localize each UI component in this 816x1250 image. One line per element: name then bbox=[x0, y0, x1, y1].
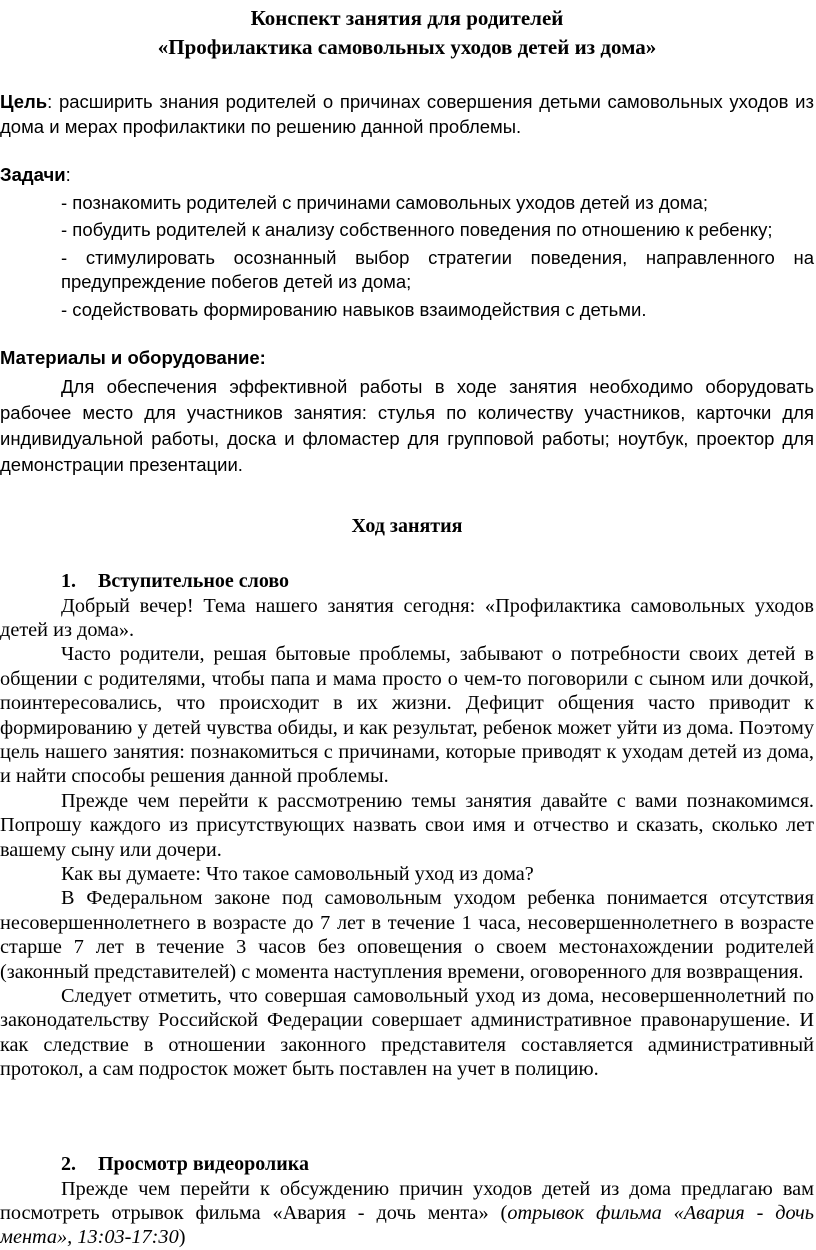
section-2-title: Просмотр видеоролика bbox=[98, 1152, 309, 1175]
section-1-heading bbox=[0, 569, 814, 594]
section-1-title: Вступительное слово bbox=[98, 569, 289, 592]
section-1-paragraph: Как вы думаете: Что такое самовольный уход из дома? bbox=[61, 862, 534, 885]
section-1-number: 1. bbox=[61, 569, 76, 592]
tasks-list bbox=[0, 191, 814, 323]
section-1-paragraph: Часто родители, решая бытовые проблемы, забывают о потребности своих детей в общении с родителями, чтобы папа и мама просто о чем-то поговорили с сыном или дочкой, поинтересовались, что происходит в их жизни. Дефицит общения часто приводит к формированию у детей чувства обиды, и как результат, ребенок может уйти из дома. Поэтому цель нашего занятия: познакомиться с причинами, которые приводят к уходам детей из дома, и найти способы решения данной проблемы. bbox=[0, 643, 814, 788]
materials-heading: Материалы и оборудование: bbox=[0, 347, 266, 368]
section-2-paragraph bbox=[0, 1177, 814, 1250]
section-1-paragraph: Прежде чем перейти к рассмотрению темы занятия давайте с вами познакомимся. Попрошу каждого из присутствующих назвать свои имя и отчество и сказать, сколько лет вашему сыну или дочери. bbox=[0, 789, 814, 861]
materials-paragraph: Для обеспечения эффективной работы в ходе занятия необходимо оборудовать рабочее место для участников занятия: стулья по количеству участников, карточки для индивидуальной работы, доска и фломастер для групповой работы; ноутбук, проектор для демонстрации презентации. bbox=[0, 375, 814, 475]
goal-paragraph bbox=[0, 90, 814, 139]
goal-text: : расширить знания родителей о причинах совершения детьми самовольных уходов из дома и мерах профилактики по решению данной проблемы. bbox=[0, 91, 814, 137]
section-1-body bbox=[0, 594, 814, 1082]
task-item: - стимулировать осознанный выбор стратегии поведения, направленного на предупреждение побегов детей из дома; bbox=[61, 246, 814, 292]
tasks-colon: : bbox=[65, 164, 71, 185]
document-title-line-1: Конспект занятия для родителей bbox=[250, 6, 564, 30]
section-2-heading bbox=[0, 1152, 814, 1177]
goal-label: Цель bbox=[0, 91, 48, 112]
section-1-paragraph: Следует отметить, что совершая самовольный уход из дома, несовершеннолетний по законодательству Российской Федерации совершает административное правонарушение. И как следствие в отношении законного представителя составляется административный протокол, а сам подросток может быть поставлен на учет в полицию. bbox=[0, 985, 814, 1081]
section-2-video-reference: отрывок фильма «Авария - дочь мента», 13:03-17:30 bbox=[0, 1202, 814, 1249]
task-item: - содействовать формированию навыков взаимодействия с детьми. bbox=[61, 298, 647, 320]
section-1-paragraph: В Федеральном законе под самовольным уходом ребенка понимается отсутствия несовершеннолетнего в возрасте до 7 лет в течение 1 часа, несовершеннолетнего в возрасте старше 7 лет в течение 3 часов без оповещения о своем местонахождении родителей (законный представителей) с момента наступления времени, оговоренного для возвращения. bbox=[0, 887, 814, 983]
course-heading: Ход занятия bbox=[351, 514, 463, 537]
tasks-heading bbox=[0, 163, 814, 188]
document-title-line-2: «Профилактика самовольных уходов детей из дома» bbox=[157, 35, 657, 59]
task-item: - познакомить родителей с причинами самовольных уходов детей из дома; bbox=[61, 191, 709, 213]
task-item: - побудить родителей к анализу собственного поведения по отношению к ребенку; bbox=[61, 219, 773, 240]
section-2-text: Прежде чем перейти к обсуждению причин уходов детей из дома предлагаю вам посмотреть отрывок фильма «Авария - дочь мента» ( bbox=[0, 1177, 814, 1225]
section-1-paragraph: Добрый вечер! Тема нашего занятия сегодня: «Профилактика самовольных уходов детей из дома». bbox=[0, 594, 814, 641]
section-2-number: 2. bbox=[61, 1152, 76, 1175]
tasks-label: Задачи bbox=[0, 164, 66, 185]
section-2-text-end: ) bbox=[178, 1226, 186, 1249]
